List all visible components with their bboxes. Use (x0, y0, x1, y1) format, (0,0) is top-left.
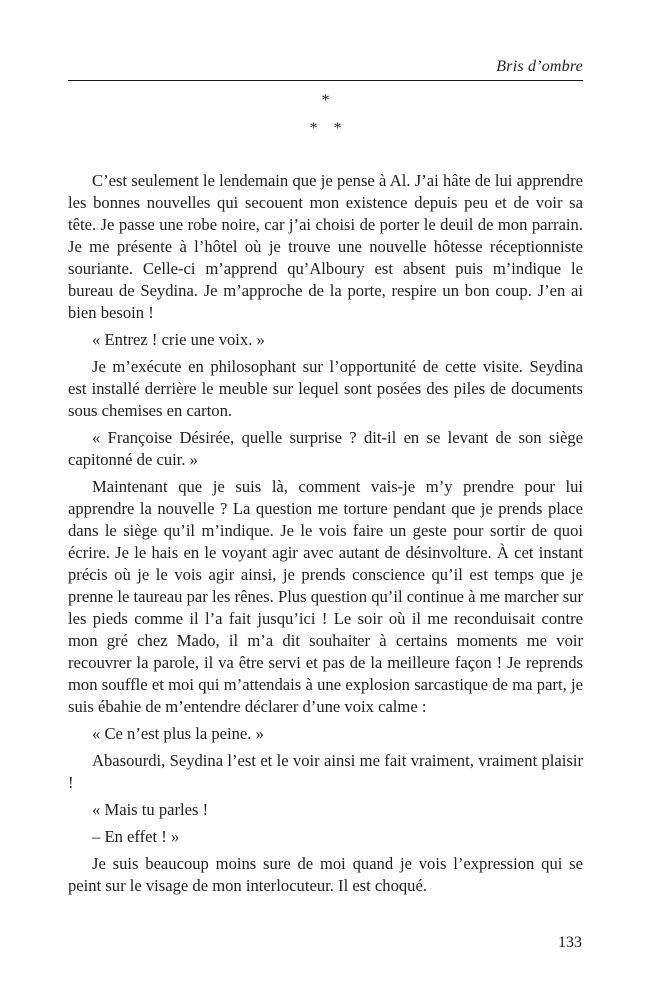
paragraph: Je suis beaucoup moins sure de moi quand je vois l’expression qui se peint sur le visage de mon interlocuteur. Il est choqué. (68, 854, 583, 895)
page-number: 133 (558, 934, 582, 951)
header-rule (68, 80, 583, 81)
paragraph: Je m’exécute en philosophant sur l’opportunité de cette visite. Seydina est installé derrière le meuble sur lequel sont posées des piles de documents sous chemises en carton. (68, 357, 583, 420)
paragraph-dialogue: « Entrez ! crie une voix. » (92, 330, 265, 349)
asterisk-row-1: * (321, 92, 330, 109)
section-break (68, 91, 583, 139)
paragraph-dialogue: « Mais tu parles ! (92, 800, 209, 819)
paragraph: C’est seulement le lendemain que je pense à Al. J’ai hâte de lui apprendre les bonnes nouvelles qui secouent mon existence depuis peu et de voir sa tête. Je passe une robe noire, car j’ai choisi de porter le deuil de mon parrain. Je me présente à l’hôtel où je trouve une nouvelle hôtesse réceptionniste souriante. Celle-ci m’apprend qu’Alboury est absent puis m’indique le bureau de Seydina. Je m’approche de la porte, respire un bon coup. J’en ai bien besoin ! (68, 171, 583, 322)
asterisk-row-2: * * (309, 120, 342, 137)
paragraph: Maintenant que je suis là, comment vais-je m’y prendre pour lui apprendre la nouvelle ? La question me torture pendant que je prends place dans le siège qu’il m’indique. Je le vois faire un geste pour sortir de quoi écrire. Je le hais en le voyant agir avec autant de désinvolture. À cet instant précis où je le vois agir ainsi, je prends conscience qu’il est temps que je prenne le taureau par les rênes. Plus question qu’il continue à me marcher sur les pieds comme il l’a fait jusqu’ici ! Le soir où il me reconduisait contre mon gré chez Mado, il m’a dit souhaiter à certains moments me voir recouvrer la parole, il va être servi et pas de la meilleure façon ! Je reprends mon souffle et moi qui m’attendais à une explosion sarcastique de ma part, je suis ébahie de m’entendre déclarer d’une voix calme : (68, 477, 583, 716)
paragraph-dialogue: « Ce n’est plus la peine. » (92, 724, 264, 743)
body-text (68, 170, 583, 897)
paragraph: Abasourdi, Seydina l’est et le voir ainsi me fait vraiment, vraiment plaisir ! (68, 751, 583, 792)
running-header: Bris d’ombre (496, 58, 583, 75)
paragraph-dialogue: – En effet ! » (92, 827, 180, 846)
paragraph-dialogue: « Françoise Désirée, quelle surprise ? dit-il en se levant de son siège capitonné de cuir. » (68, 428, 583, 469)
